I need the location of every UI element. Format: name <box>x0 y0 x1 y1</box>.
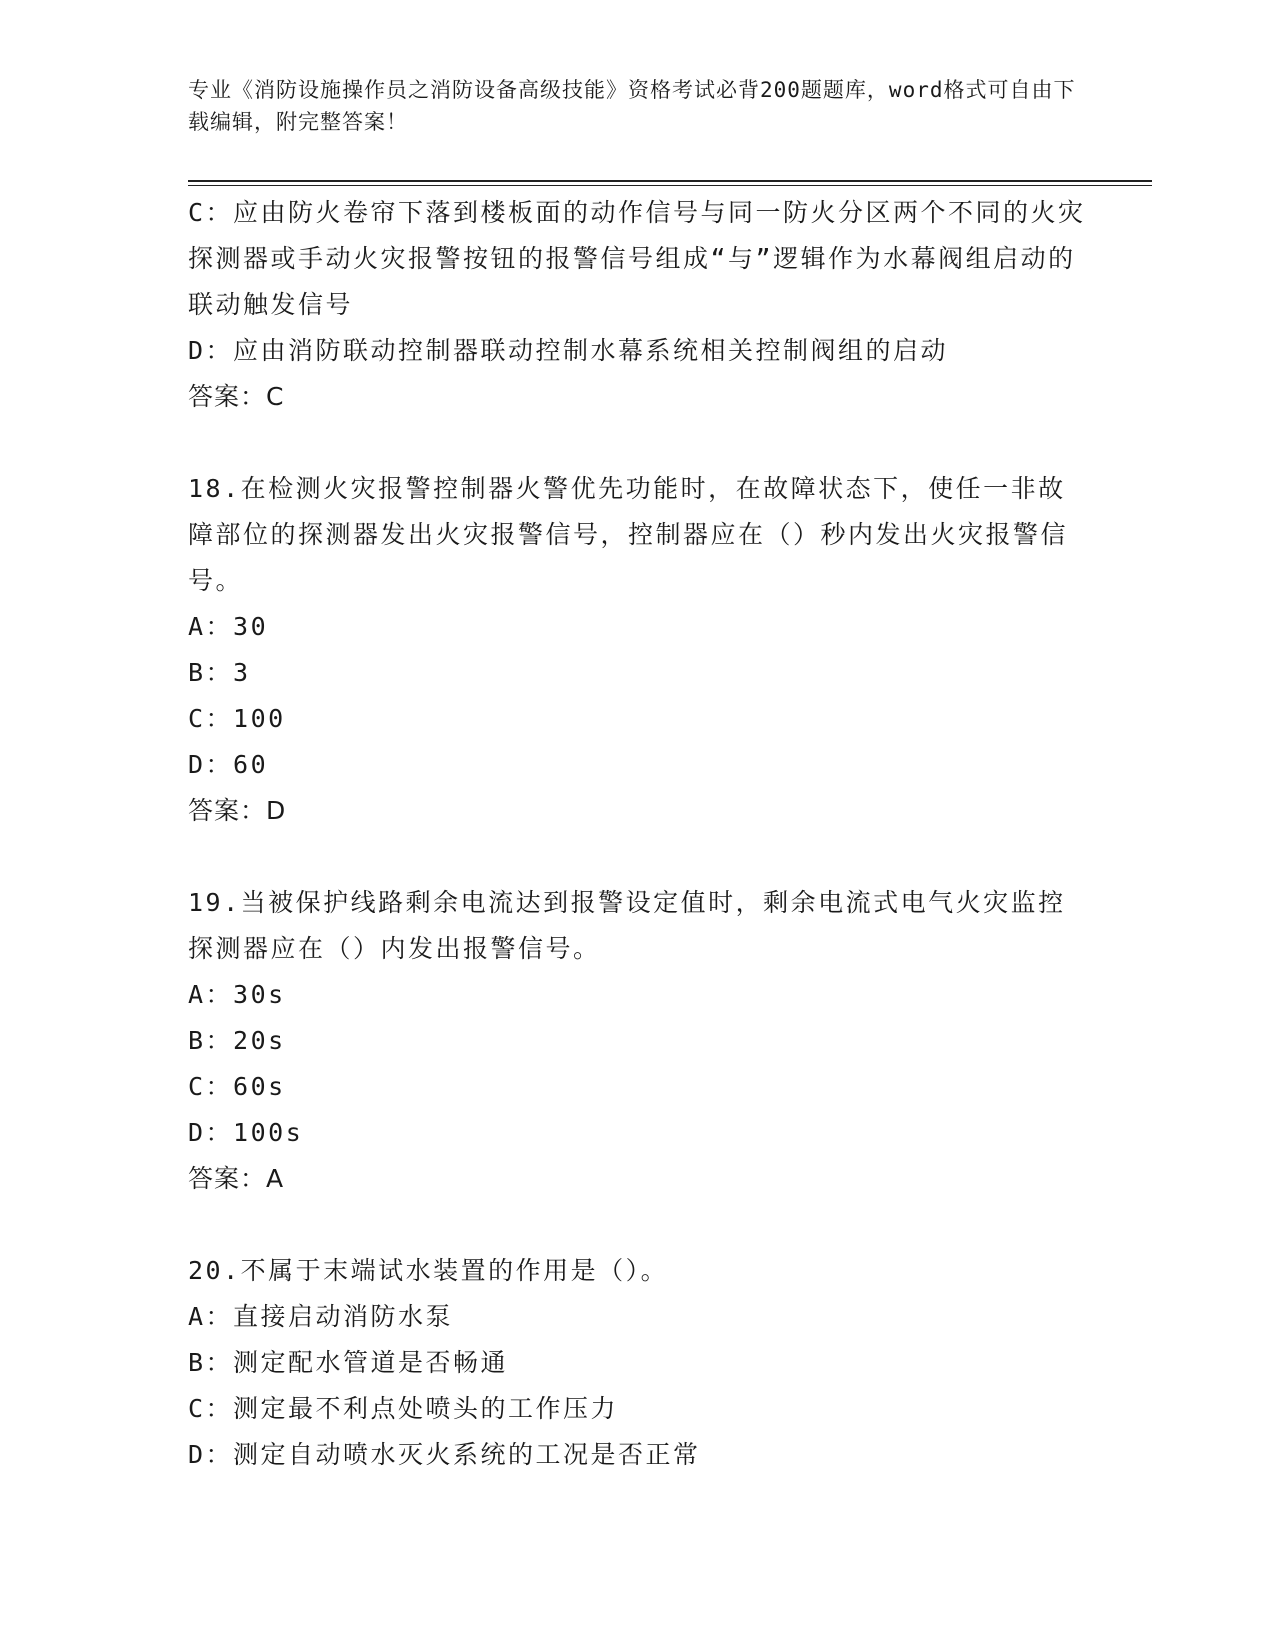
answer-label: 答案：D <box>188 796 287 825</box>
header-divider-thin <box>188 185 1152 186</box>
question-20-stem: 20.不属于末端试水装置的作用是（）。 <box>188 1256 669 1285</box>
question-18-stem: 18.在检测火灾报警控制器火警优先功能时，在故障状态下，使任一非故障部位的探测器发出火灾报警信号，控制器应在（）秒内发出火灾报警信号。 <box>188 474 1069 595</box>
answer-label: 答案：C <box>188 382 285 411</box>
option-a: A：30s <box>188 980 286 1009</box>
option-b: B：测定配水管道是否畅通 <box>188 1348 509 1377</box>
option-d: D：测定自动喷水灭火系统的工况是否正常 <box>188 1440 701 1469</box>
option-a: A：30 <box>188 612 269 641</box>
option-d: D：60 <box>188 750 269 779</box>
option-c: C：100 <box>188 704 286 733</box>
question-content <box>188 190 1088 1478</box>
option-d: D：应由消防联动控制器联动控制水幕系统相关控制阀组的启动 <box>188 336 949 365</box>
answer-label: 答案：A <box>188 1164 285 1193</box>
document-header: 专业《消防设施操作员之消防设备高级技能》资格考试必背200题题库，word格式可自由下载编辑，附完整答案！ <box>188 78 1076 134</box>
option-c: C：应由防火卷帘下落到楼板面的动作信号与同一防火分区两个不同的火灾探测器或手动火灾报警按钮的报警信号组成“与”逻辑作为水幕阀组启动的联动触发信号 <box>188 198 1086 319</box>
option-b: B：3 <box>188 658 251 687</box>
option-c: C：60s <box>188 1072 286 1101</box>
option-d: D：100s <box>188 1118 304 1147</box>
header-divider-thick <box>188 180 1152 182</box>
option-c: C：测定最不利点处喷头的工作压力 <box>188 1394 619 1423</box>
option-b: B：20s <box>188 1026 286 1055</box>
option-a: A：直接启动消防水泵 <box>188 1302 454 1331</box>
question-19-stem: 19.当被保护线路剩余电流达到报警设定值时，剩余电流式电气火灾监控探测器应在（）内发出报警信号。 <box>188 888 1066 963</box>
